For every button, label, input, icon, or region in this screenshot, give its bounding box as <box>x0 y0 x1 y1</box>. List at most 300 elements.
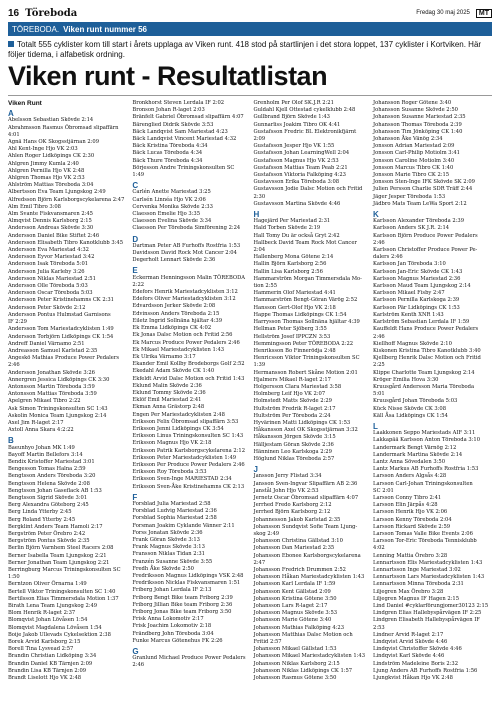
result-entry: Kjellberg Henrik Dalsc Motion och Fritid <box>373 355 481 362</box>
result-entry: Johansson Ebonee Karlsborgscykelarena <box>253 552 361 559</box>
result-entry: Johansson Niklas Karlsborg 2:15 <box>253 660 340 667</box>
result-entry: Cervenka Monika Skövde 2:33 <box>132 203 213 210</box>
result-entry: Hellman Peter Sjöberg 3:55 <box>253 326 327 333</box>
result-entry: Karlsson Magnus Mariestad 2:36 <box>373 275 461 282</box>
result-entry: Fredriksson Nicklas Fiskvansmaren 1:51 <box>132 580 241 587</box>
result-entry: Bendix Kristoffer Mariestad 3:01 <box>8 458 95 465</box>
result-entry: Karlsson Christoffer Produce Power Pe- <box>373 247 478 254</box>
result-entry: Johansson Mathias Falköping 4:23 <box>253 624 345 631</box>
result-list <box>132 243 245 265</box>
result-entry: Guldahl Kjell Ottestad cykelklubb 2:48 <box>253 107 356 114</box>
result-entry: Johansson Lars R-laget 2:17 <box>253 603 328 610</box>
result-entry: Bäck Kristina Töreboda 4:34 <box>132 143 208 150</box>
result-entry: Jerrhed Fredo Karlsborg 2:12 <box>253 502 332 509</box>
result-entry: Hyvärinen Matti Lidköpings CK 1:53 <box>253 419 351 426</box>
result-entry: 2:47 <box>253 559 266 566</box>
result-entry: Johannesson Jakob Karlstad 2:35 <box>253 516 341 523</box>
result-entry: Bengesson Tomas Halna 2:59 <box>8 466 86 473</box>
result-entry: Andersson Peter Kristinehamns CK 2:31 <box>8 297 114 304</box>
result-entry: Karlström Kenth XNR 1:43 <box>373 311 444 318</box>
result-entry: 1:50 <box>8 574 20 581</box>
result-list <box>8 117 124 434</box>
result-entry: Berg Linda Ytterby 2:45 <box>8 509 72 516</box>
result-entry: Lindqvist Karl Skövde 4:46 <box>373 653 445 660</box>
result-entry: Eriksson Sven-Åke Kristinehamns CK 2:13 <box>132 483 245 490</box>
result-list <box>373 218 488 420</box>
result-entry: Eriksson Jenni Lidköpings CK 3:54 <box>132 425 224 432</box>
letter-heading: B <box>8 436 14 446</box>
publication-logo: MT <box>476 9 492 18</box>
result-entry: Brandin Daniel KB Tärnjen 2:09 <box>8 660 93 667</box>
result-entry: 1:39 <box>253 362 266 369</box>
result-entry: Lindgren Elisabeth Hallebyspårvägen IF <box>373 617 480 624</box>
result-entry: Eriksson Linus Triningskonsulten SC 1:43 <box>132 433 244 440</box>
result-entry: Gustavsson Erika Töreboda 3:08 <box>253 179 340 186</box>
result-entry: Larsson Tomas Valle Bike Events 2:06 <box>373 530 473 537</box>
result-entry: Lennartsson Elis Mariestadcyklisten 1:43 <box>373 559 483 566</box>
results-columns <box>8 100 492 720</box>
vignette-title: Viken runt nummer 56 <box>63 24 148 34</box>
result-entry: Grenholm Per Olof SK.J.R 2:21 <box>253 100 334 106</box>
result-entry: Johansson Kristina Götene 3:50 <box>253 595 337 602</box>
result-entry: Klippe Charlotte Team Ljungskog 2:14 <box>373 369 475 376</box>
result-entry: Kiellhoff Magnus Skövde 2:10 <box>373 340 452 347</box>
result-entry: 2:46 <box>373 333 385 340</box>
result-entry: Eriksson Peter Mariestadcyklisten 1:49 <box>132 454 237 461</box>
result-entry: Johansson Åke Vänög 2:34 <box>373 136 443 143</box>
result-entry: Landermark Bengt Värnög 2:12 <box>373 444 457 451</box>
result-entry: Gunnarliss Joakim Tibro OK 4:41 <box>253 121 341 128</box>
result-entry: Eklund Malin Skövde 2:36 <box>132 382 202 389</box>
result-entry: Kück Nisse Skövde CK 3:08 <box>373 405 447 412</box>
result-entry: Johansson Kent Gällstad 2:09 <box>253 588 331 595</box>
result-entry: Forss Jonatan Skövde 2:36 <box>132 529 203 536</box>
result-entry: Jonsson Carl-Philip Motiolm 3:41 <box>373 150 460 157</box>
result-entry: Brandin Lisa KB Tärnjen 2:09 <box>8 667 87 674</box>
result-entry: Frank Magnus Skövde 3:13 <box>132 544 205 551</box>
result-entry: Bayoff Martin Bellefors 3:14 <box>8 451 83 458</box>
result-entry: Johansson Marie Götene 3:40 <box>253 617 332 624</box>
result-entry: Ahlgren Jimmy Kumla 2:40 <box>8 160 79 167</box>
result-entry: Bärenglied Didrik Skövde 3:53 <box>132 121 214 128</box>
result-entry: Axtoll Anna Skara 4:2:22 <box>8 427 74 434</box>
result-entry: Ekedahl Adam Skövde CK 1:40 <box>132 368 215 375</box>
result-list <box>373 100 488 208</box>
result-entry: Kauffeldt Hans Produce Power Pedalers <box>373 326 479 333</box>
result-entry: Andersson Daniel Bike Stiftet 2:46 <box>8 232 100 239</box>
result-entry: Hultström Per Töreboda 2:24 <box>253 412 331 419</box>
result-entry: Jonsson Caroline Motiolm 3:40 <box>373 157 455 164</box>
result-entry: Blomqvist Magdalena Lövåsen 1:54 <box>8 624 102 631</box>
result-entry: Ekfeldt Arvid Dalsc Motion och Fritid 1:43 <box>132 375 245 382</box>
result-entry: 2:30 <box>253 193 266 200</box>
result-entry: Frisk Anna Lokomotiv 2:17 <box>132 616 204 623</box>
headline: Viken runt - Resultatlistan <box>8 61 328 91</box>
result-entry: Berner Isabella Team Ljungskog 2:21 <box>8 552 107 559</box>
result-entry: Jädbro Mats Team LeWa Sport 2:12 <box>373 200 467 207</box>
result-entry: Ahlgren Pernilla Hjo VK 2:48 <box>8 167 85 174</box>
result-entry: Hänninen Leo Karlskoga 2:29 <box>253 448 332 455</box>
column-1 <box>8 100 124 720</box>
result-entry: Johansson Roger Götene 3:40 <box>373 100 452 106</box>
result-entry: Lind Daniel #cyklarförungjomer30123 2:15 <box>373 603 489 610</box>
result-entry: Alm Emil Tibro 3:08 <box>8 203 61 210</box>
result-entry: Andersson Andreas Skövde 3:30 <box>8 225 94 232</box>
letter-heading: D <box>132 234 139 244</box>
letter-heading: L <box>373 421 378 431</box>
result-entry: Andersson Elisabeth Tibro Kanotklubb 3:45 <box>8 239 124 246</box>
result-entry: Happe Thomas Lidköpings CK 1:54 <box>253 311 347 318</box>
result-entry: Apelgren Mikael Tibro 2:22 <box>8 398 81 405</box>
letter-heading: C <box>132 181 139 191</box>
result-list <box>373 430 488 682</box>
result-entry: Karlsson Maud Team Ljungskog 2:14 <box>373 283 471 290</box>
result-entry: Bertell Viktor Triningskonsulten SC 1:40 <box>8 588 116 595</box>
result-entry: Franzén Susanne Skövde 3:55 <box>132 558 213 565</box>
result-entry: Andersson Olle Töreboda 5:03 <box>8 283 88 290</box>
result-entry: 4:02 <box>373 545 385 552</box>
result-entry: Bäck Lucas Töreboda 4:34 <box>132 150 203 157</box>
result-entry: Andersson Jonathan Skövde 3:26 <box>8 369 95 376</box>
result-entry: 2:25 <box>373 362 385 369</box>
result-entry: Larsson Kenny Töreboda 2:04 <box>373 516 452 523</box>
result-entry: Fritid 2:57 <box>253 639 282 646</box>
result-entry: Hallbeck David Team Rock Mot Cancer <box>253 239 357 246</box>
result-entry: Larsson Tor-Eric Töreboda Tennisklubb <box>373 538 477 545</box>
result-entry: Berg Roland Ytterby 2:45 <box>8 516 76 523</box>
page-number: 16 <box>8 7 20 19</box>
result-entry: Karlsson Anders SK J.R. 2:14 <box>373 225 450 232</box>
result-entry: Käll Åsa Lidköpings CK 1:54 <box>373 412 448 419</box>
result-entry: Håkansson Jörgen Skövde 3:15 <box>253 434 336 441</box>
result-entry: Karlsson Pernilla Karlskoga 2:39 <box>373 297 460 304</box>
result-list <box>8 445 124 683</box>
result-entry: Gustavsson Martina Skövde 4:46 <box>253 200 341 207</box>
list-subhead: Viken Runt <box>8 100 42 107</box>
result-entry: Bengtsson Sigrid Skövde 3:01 <box>8 494 88 501</box>
result-entry: Hagejärd Per Mariestad 2:31 <box>253 218 331 225</box>
result-entry: Karlström Sebastian Lerdala IF 1:59 <box>373 319 470 326</box>
result-list <box>132 501 245 645</box>
result-entry: Friborg Jonas Bike team Friborg 3:50 <box>132 609 232 616</box>
result-entry: Boije Jakob Ullevads Cykelsektion 2:38 <box>8 631 111 638</box>
result-entry: Andersson Eyvor Mariestad 3:42 <box>8 254 95 261</box>
result-entry: Frank Göran Skövde 3:13 <box>132 536 200 543</box>
result-entry: Granlund Michael Produce Power Pedalers <box>132 655 246 662</box>
result-entry: IF 2:29 <box>8 319 27 326</box>
result-list <box>254 473 366 682</box>
result-entry: Gustafsson Jesper Hjo VK 1:55 <box>253 143 335 150</box>
letter-heading: E <box>132 266 138 276</box>
result-entry: Hallenberg Mona Götene 2:14 <box>253 254 334 261</box>
page-header <box>8 6 492 20</box>
result-entry: Andersson Tom Mariestadcyklisten 1:49 <box>8 326 114 333</box>
result-entry: Hammerin Olof Mariestad 4:41 <box>253 290 336 297</box>
result-entry: Ek Marcus Produce Power Pedalers 2:46 <box>132 339 240 346</box>
result-entry: Höglund Niklas Töreboda 2:57 <box>253 455 335 462</box>
result-entry: Kiskonen Kristina Tibro Kanotklubb 3:40 <box>373 347 481 354</box>
result-entry: 5:01 <box>373 391 385 398</box>
result-entry: Johansson Susanne Mariestad 2:35 <box>373 114 466 121</box>
result-entry: Andersson Oscar Töreboda 5:03 <box>8 290 93 297</box>
result-entry: Bäck Landqvist Sam Mariestad 4:23 <box>132 128 228 135</box>
result-entry: Edvinsson Anders Töreboda 2:15 <box>132 310 220 317</box>
result-entry: Bränfelt Gabriel Öbromsad slipaffärn 4:07 <box>132 114 244 121</box>
result-entry: Holmstedt Matts Skövde 2:29 <box>253 398 332 405</box>
result-entry: Hälljestam Göran Skövde 2:36 <box>253 441 334 448</box>
result-entry: Larsson Rickard Skövde 2:59 <box>373 523 451 530</box>
result-entry: Frisk Joachim Lokomotiv 2:18 <box>132 623 212 630</box>
result-entry: Bertilsson Elias Timmersdala Motion 1:37 <box>8 595 119 602</box>
result-entry: Forsblad Julia Mariestad 2:58 <box>132 500 211 507</box>
result-entry: Birath Lena Team Ljungskog 2:49 <box>8 603 98 610</box>
result-entry: Almqvist Dennis Karlsborg 2:15 <box>8 218 92 225</box>
result-entry: Lakkapää Karlsson Anton Töreboda 3:10 <box>373 437 481 444</box>
result-entry: Julien Persson Charlie SDR Träff 2:44 <box>373 186 473 193</box>
result-entry: Jansson Jerry Flistad 3:34 <box>253 473 322 480</box>
result-entry: Johansson Niklas Lidköpings CK 1:57 <box>253 667 353 674</box>
result-entry: Engen Per Mariestadcyklisten 2:48 <box>132 411 225 418</box>
result-entry: Johansson Fredrich Drummen 2:52 <box>253 567 346 573</box>
result-entry: Eriksson Roy Töreboda 3:53 <box>132 469 207 476</box>
letter-heading: K <box>373 210 379 220</box>
result-entry: Ekman Anna Grästorp 2:48 <box>132 404 205 411</box>
vignette-kicker: TÖREBODA. <box>12 24 60 34</box>
result-entry: Hallin Lisa Karlsborg 2:56 <box>253 268 323 275</box>
result-entry: Bronkhorst Steven Lerdala IF 2:02 <box>132 100 225 106</box>
result-entry: Eriksson Per Produce Power Pedalers 2:46 <box>132 461 245 468</box>
result-entry: Bronson Johan R-laget 2:03 <box>132 107 205 114</box>
result-entry: Blom Henrik R-laget 2:37 <box>8 610 76 617</box>
result-entry: Hellström Josef IPPCZN 3:53 <box>253 333 331 340</box>
result-entry: Johansson Magnus Skövde 3:53 <box>253 610 338 617</box>
result-entry: Johansson Christina Gällstad 3:10 <box>253 538 343 545</box>
result-entry: Claesson Evelina Skövde 3:34 <box>132 218 212 225</box>
result-entry: Angeskö Mathias Produce Power Pedalers <box>8 355 119 362</box>
result-entry: Jonsson Marie Tibro CK 2:15 <box>373 172 450 179</box>
result-entry: Davidsson David Rock Mot Cancer 2:04 <box>132 250 237 257</box>
column-2 <box>132 100 245 720</box>
result-entry: Karlsson Björn Produce Power Pedalers <box>373 232 478 239</box>
result-entry: Lindqvist Christoffer Skövde 4:46 <box>373 646 462 653</box>
result-entry: Andreff Daniel Värnamo 2:51 <box>8 340 85 347</box>
result-entry: Frändberg John Töreboda 3:04 <box>132 630 214 637</box>
result-entry: Kröger Emilia Hova 3:30 <box>373 376 439 383</box>
result-entry: 1:49 <box>132 172 145 179</box>
result-entry: Börjesson Andre Triningskonsulten SC <box>132 164 235 171</box>
result-list <box>132 100 245 179</box>
result-entry: Eriksson Felix Öbromsad slipaffärn 3:53 <box>132 418 239 425</box>
result-entry: Karlsson Jan-Eric Skövde CK 1:43 <box>373 268 463 275</box>
column-3 <box>254 100 366 720</box>
result-entry: skog 2:49 <box>253 530 280 537</box>
result-entry: Axel Jim R-laget 2:17 <box>8 419 64 426</box>
result-list <box>132 275 245 491</box>
result-entry: 2:46 <box>132 662 145 669</box>
result-entry: Johansson Matthias Dalsc Motion och <box>253 631 353 638</box>
result-entry: 2:22 <box>132 281 145 288</box>
result-entry: Brandin Christian Lidköping 3:34 <box>8 653 97 660</box>
result-entry: 2:46 <box>373 239 385 246</box>
result-entry: Johansson Thomas Töreboda 2:39 <box>373 121 462 128</box>
result-entry: 2:09 <box>253 136 266 143</box>
result-entry: Hammarström Bengt-Göran Värög 2:52 <box>253 297 358 304</box>
result-entry: Liljegren Max Örebro 3:28 <box>373 588 444 595</box>
result-entry: Ahlgren Thomas Hjo VK 2:53 <box>8 175 85 182</box>
result-entry: Andersson Niklas Mariestad 2:51 <box>8 275 96 282</box>
result-entry: Carlsén Linnéa Hjo VK 2:06 <box>132 196 206 203</box>
result-entry: Gustafsson Johan LearningWell 2:04 <box>253 150 350 157</box>
result-entry: Hammarström Morgan Timmersdala Mo- <box>253 275 362 282</box>
result-entry: Carlén Anette Mariestad 3:25 <box>132 189 211 196</box>
result-list <box>254 218 366 463</box>
result-entry: Berg Alexandra Göteborg 2:45 <box>8 502 89 509</box>
result-entry: Degerholt Lennart Skövde 2:36 <box>132 257 216 264</box>
letter-heading: H <box>253 210 260 220</box>
result-entry: Lindner Arvid R-laget 2:17 <box>373 631 444 638</box>
result-entry: Lenning Mattia Örebro 3:28 <box>373 552 448 559</box>
result-entry: Ahl Kent-Inge Hjo VK 2:03 <box>8 146 78 153</box>
result-entry: Lennartsson Lars Mariestadcyklisten 1:43 <box>373 574 485 581</box>
result-entry: Karlsson Mikael Fisby 2:47 <box>373 290 445 297</box>
column-4 <box>373 100 488 720</box>
result-entry: Jonsson Sten-Inge IFK Skövde SK 2:09 <box>373 179 475 186</box>
result-entry: Berringburg Marcus Triningskonsulten SC <box>8 567 121 573</box>
result-entry: Johansson Tim Jönköping CK 1:40 <box>373 128 463 135</box>
result-entry: Antonsson Mattias Töreboda 3:59 <box>8 391 97 398</box>
lead-bullet-icon <box>8 41 14 47</box>
result-entry: Johansson Karl Lerdala IF 1:59 <box>253 581 336 588</box>
result-entry: Fredh Åke Skövde 2:50 <box>132 565 194 572</box>
result-entry: Eklund Tommy Skövde 2:36 <box>132 389 206 396</box>
result-entry: Blomqvist Johan Lövåsen 1:54 <box>8 617 88 624</box>
result-list <box>254 100 366 208</box>
result-entry: Andersson Eva Mariestad 4:32 <box>8 247 89 254</box>
result-entry: Andersson Pontus Hulmstad Garnisons <box>8 311 111 318</box>
result-entry: Johansson Dan Mariestad 2:35 <box>253 545 335 552</box>
result-entry: Larsson Anders Algsås 4:28 <box>373 473 447 480</box>
result-entry: Fransson Niklas Tidan 2:31 <box>132 551 205 558</box>
result-entry: Bengtsson Helena Skövde 2:08 <box>8 480 90 487</box>
result-entry: Bengtsson Johan Gaseflack AB 1:53 <box>8 487 102 494</box>
result-entry: Edefors Henrik Mariestadcyklisten 3:12 <box>132 289 238 296</box>
result-entry: Friborg Bengt Bike team Friborg 2:39 <box>132 594 233 601</box>
letter-heading: F <box>132 492 138 502</box>
result-entry: Agnä Hans OK Skogsstjärnan 2:09 <box>8 139 99 146</box>
result-entry: Johansson Susanne Skövde 2:50 <box>373 107 458 114</box>
result-entry: Henricsson Viktor Triningskonsulten SC <box>253 355 360 362</box>
result-entry: Hermansson Robert Skåne Motion 2:01 <box>253 369 358 376</box>
result-entry: Gustafsson Fredric BL Elektronikfjärnt <box>253 128 357 135</box>
result-entry: Andreasson Samuel Karlstad 2:35 <box>8 347 98 354</box>
result-entry: 2:53 <box>373 624 385 631</box>
section-name: Töreboda <box>25 7 78 19</box>
result-entry: Eriksson Patrik Karlsborgscykelarena 2:12 <box>132 447 246 454</box>
result-entry: Borek Arvid Karlsborg 2:15 <box>8 639 81 646</box>
result-entry: Claesson Emelie Hjo 3:35 <box>132 211 201 218</box>
article-vignette <box>8 22 492 36</box>
result-entry: Bäck Landqvist Vincent Mariestad 4:32 <box>132 136 237 143</box>
result-entry: Friberg Johan Lerdala IF 2:13 <box>132 587 212 594</box>
result-entry: Ekander Emil Kollby Brodeborgs Golf 2:52 <box>132 361 245 368</box>
result-entry: Eckerman Henningsson Malin TÖREBODA <box>132 274 246 281</box>
result-entry: tion 2:55 <box>253 283 278 290</box>
result-entry: Gustavsson Jodie Dalsc Motion och Fritid <box>253 186 363 193</box>
result-entry: Larsson Conny Tibro 2:41 <box>373 494 442 501</box>
result-entry: Hjalmers Mikael R-laget 2:17 <box>253 376 331 383</box>
result-entry: Landermark Martina Skövde 2:14 <box>373 451 463 458</box>
result-entry: Karlsson Alexander Töreboda 2:39 <box>373 218 465 225</box>
result-entry: 2:04 <box>253 247 266 254</box>
result-entry: Larsson Elin Järpås 4:28 <box>373 502 438 509</box>
result-entry: Holgersson Clara Mariestad 3:58 <box>253 383 342 390</box>
lead-text: Totalt 555 cyklister kom till start i årets upplaga av Viken runt. 418 stod på startlinjen i det stora loppet, 137 cyklister i Kortviken. Här följer tidema, i alfabetisk ordning. <box>8 40 482 59</box>
result-entry: Hald Torben Skövde 2:19 <box>253 225 321 232</box>
result-entry: Fredriksson Magnus Lidköpings VSK 2:48 <box>132 573 244 579</box>
result-entry: Albertsson Eva Team Ljungskog 2:49 <box>8 189 106 196</box>
result-entry: Claesson Per Töreboda Simförening 2:24 <box>132 225 241 232</box>
result-entry: Andersson Torbjörn Lidköpings CK 1:54 <box>8 333 114 340</box>
result-entry: Borell Tina Lysvead 2:57 <box>8 646 74 653</box>
result-entry: Eklöf Emil Mariestad 2:41 <box>132 397 202 404</box>
result-entry: Brandt Liselott Hjo VK 2:48 <box>8 675 82 682</box>
result-entry: dalers 2:46 <box>373 254 403 261</box>
result-entry: Jerrhed Björn Karlsborg 2:12 <box>253 509 331 516</box>
result-entry: Eriksson Magnus Hjo VK 2:18 <box>132 440 212 447</box>
result-entry: Edefors Oliver Mariestadcyklisten 3:12 <box>132 296 236 303</box>
result-entry: Johansson Mikael Mariestadcyklisten 1:43 <box>253 653 366 660</box>
result-entry: Alfredsson Björn Karlsborgscykelarena 2:47 <box>8 196 125 203</box>
result-entry: Jonsson Adrian Mariestad 2:09 <box>373 143 455 150</box>
result-entry: 2:46 <box>8 362 20 369</box>
result-entry: Henriksson Bo Finnerödja 2:48 <box>253 347 336 354</box>
result-entry: Hallin Björn Karlsborg 2:56 <box>253 261 327 268</box>
result-entry: Johansson Rasmus Götene 3:50 <box>253 675 337 682</box>
result-entry: Ek Jonas Dalsc Motion och Fritid 2:56 <box>132 332 233 339</box>
result-entry: Bäck Thure Töreboda 4:34 <box>132 157 203 164</box>
result-list <box>132 189 245 232</box>
result-entry: Karlsson Jan Töreboda 3:10 <box>373 261 446 268</box>
result-entry: Eriksson Sven-Inge MARIESTAD 2:34 <box>132 476 232 483</box>
result-entry: Jernetz Oscar Öbromsad slipaffärn 4:07 <box>253 494 359 501</box>
result-entry: Johansson Sundqvist Sofie Team Ljung- <box>253 523 358 530</box>
result-entry: Friborg Jillian Bike team Friborg 2:36 <box>132 601 233 608</box>
result-entry: Laakkonen Seppo Mariestads AIF 3:11 <box>373 430 476 437</box>
result-entry: Abelsson Sebastian Skövde 2:14 <box>8 117 94 124</box>
result-entry: Lindqvist Arvid Skövde 4:46 <box>373 639 448 646</box>
result-entry: Karlsson Pär Lidköpings CK 1:53 <box>373 304 460 311</box>
result-entry: Larsson Henrik Hjo VK 2:06 <box>373 509 448 516</box>
result-entry: Larsson Carl-Johan Triningskonsulten <box>373 480 473 487</box>
result-entry: Forsblad Ludvig Mariestad 2:36 <box>132 508 217 515</box>
letter-heading: J <box>253 465 258 475</box>
result-entry: Liljegren Magnus IF Hagen 2:15 <box>373 595 459 602</box>
result-entry: Jäger Jesper Töreboda 1:53 <box>373 193 446 200</box>
headline-divider <box>8 95 492 96</box>
result-entry: Johansson Håkan Mariestadcyklisten 1:43 <box>253 574 365 581</box>
result-entry: Berner Jonathan Team Ljungskog 2:21 <box>8 559 110 566</box>
result-entry: Hultström Fredrik R-laget 2:17 <box>253 405 336 412</box>
result-entry: Jonsson Marcus Tibro CK 1:40 <box>373 164 454 171</box>
result-entry: Holmberg Leif Hjo VK 2:07 <box>253 391 326 398</box>
result-entry: Abrahmsson Rasmus Öbromsad slipaffärn <box>8 124 119 131</box>
result-entry: Eiletz Ingrid Sollnäna hjältar 4:39 <box>132 317 223 324</box>
result-entry: Hall Tomy Du är också Gryt 2:42 <box>253 232 340 239</box>
result-entry: Lindström Madeleine Boris 2:32 <box>373 660 458 667</box>
lead-paragraph <box>8 40 492 60</box>
result-entry: Ljungkvist Håkan Hjo VK 2:48 <box>373 675 453 682</box>
result-entry: Lantz Markus AB Furhoffs Rostfria 1:53 <box>373 466 479 473</box>
